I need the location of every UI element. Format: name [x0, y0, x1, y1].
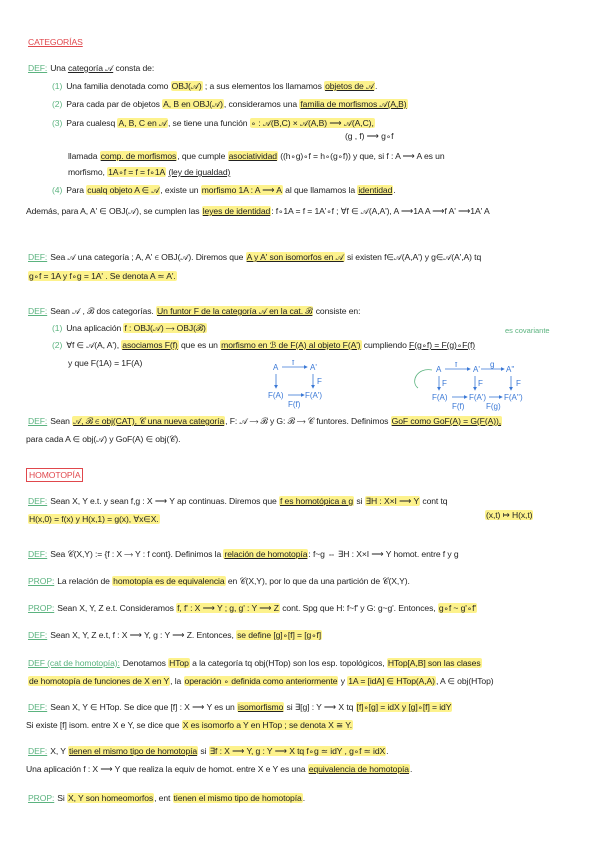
node-FA: F(A) — [432, 393, 448, 402]
highlighted-text: f, f' : X ⟶ Y ; g, g' : Y ⟶ Z — [177, 603, 279, 613]
highlighted-text: X, Y son homeomorfos — [67, 793, 154, 803]
highlighted-text: ∃f : X ⟶ Y, g : Y ⟶ X tq f∘g ≃ idY , g∘f ≃ idX — [209, 746, 386, 756]
def-label: DEF: — [28, 630, 48, 640]
functor-diagram-1 — [268, 360, 338, 410]
section-title-categorias — [28, 36, 83, 48]
text-segment: Sean 𝒜 , ℬ dos categorías. — [50, 306, 156, 316]
node-A-second: A'' — [506, 365, 515, 374]
text-segment: , ent — [154, 793, 173, 803]
highlighted-text: asociamos F(f) — [122, 340, 178, 350]
text-segment: categoría 𝒜 — [67, 63, 114, 73]
covariante-note: es covariante — [505, 326, 550, 335]
label-Ff: F(f) — [452, 402, 465, 411]
text-segment: si — [198, 746, 209, 756]
text-segment: (2) — [52, 99, 63, 109]
label-F: F — [317, 377, 322, 386]
def-label: PROP: — [28, 576, 55, 586]
def-label: PROP: — [28, 793, 55, 803]
def-composicion-clases — [28, 629, 322, 641]
highlighted-text: A, B, C en 𝒜 — [118, 118, 167, 128]
text-line — [28, 675, 494, 687]
node-A: A — [436, 365, 442, 374]
text-segment: , A ∈ obj(HTop) — [435, 676, 494, 686]
text-line — [26, 763, 412, 775]
highlighted-text: A y A' son isomorfos en 𝒜 — [246, 252, 344, 262]
text-line — [68, 166, 230, 178]
list-item — [52, 322, 207, 334]
def-label: DEF: — [28, 702, 48, 712]
text-segment: F(g∘f) = F(g)∘F(f) — [409, 340, 476, 350]
text-segment: a la categoría tq obj(HTop) son los esp. topológicos, — [189, 658, 387, 668]
def-composicion-funtores — [28, 415, 502, 427]
section-title-homotopia — [26, 469, 83, 481]
text-segment: cont. Spg que H: f~f' y G: g~g'. Entonces, — [279, 603, 438, 613]
label-f: f — [292, 360, 295, 367]
prop-equivalencia — [28, 575, 410, 587]
def-htop — [28, 657, 482, 669]
highlighted-text: morfismo en ℬ de F(A) al objeto F(A') — [221, 340, 361, 350]
highlighted-text: f es homotópica a g — [279, 496, 354, 506]
text-segment: Una familia denotada como — [66, 81, 171, 91]
text-segment: (1) — [52, 323, 63, 333]
text-segment: que es un — [178, 340, 221, 350]
list-item — [52, 184, 396, 196]
list-item — [52, 98, 408, 110]
text-segment: . — [410, 764, 413, 774]
text-segment: (2) — [52, 340, 63, 350]
text-segment: (ley de igualdad) — [168, 167, 231, 177]
highlighted-text: f : OBJ(𝒜) ⟶ OBJ(ℬ) — [124, 323, 206, 333]
highlighted-text: isomorfismo — [238, 702, 284, 712]
highlighted-text: HTop[A,B] son las clases — [387, 658, 481, 668]
text-line — [68, 150, 445, 162]
text-segment: Sean — [50, 416, 73, 426]
text-segment: Una aplicación — [66, 323, 124, 333]
text-segment: Una — [50, 63, 68, 73]
highlighted-text: HTop — [169, 658, 189, 668]
text-segment: ((h∘g)∘f = h∘(g∘f)) y que, si f : A ⟶ A es un — [277, 151, 445, 161]
node-FA-second: F(A'') — [504, 393, 523, 402]
text-segment: . — [302, 793, 305, 803]
highlighted-text: (x,t) ↦ H(x,t) — [486, 510, 533, 520]
highlighted-text: asociatividad — [228, 151, 277, 161]
def-label: DEF: — [28, 746, 48, 756]
highlighted-text: 1A∘f = f = f∘1A — [108, 167, 166, 177]
text-segment: , se tiene una función — [167, 118, 250, 128]
highlighted-text: comp. de morfismos — [100, 151, 177, 161]
def-label: DEF: — [28, 549, 48, 559]
highlighted-text: 1A = [idA] ∈ HTop(A,A) — [348, 676, 435, 686]
text-segment: . — [386, 746, 389, 756]
composition-mapping — [345, 130, 393, 142]
def-label: PROP: — [28, 603, 55, 613]
text-segment: La relación de — [57, 576, 113, 586]
highlighted-text: ∃H : X×I ⟶ Y — [365, 496, 420, 506]
text-segment: cumpliendo — [361, 340, 410, 350]
text-segment: Sea 𝒜 una categoría ; A, A' ∈ OBJ(𝒜). Diremos que — [50, 252, 246, 262]
highlighted-text: operación ∘ definida como anteriormente — [184, 676, 338, 686]
text-segment: Para — [66, 185, 87, 195]
text-segment: morfismo, — [68, 167, 108, 177]
label-g: g — [490, 362, 495, 369]
def-label: DEF: — [28, 416, 48, 426]
text-segment: . — [393, 185, 396, 195]
prop-homeomorfos — [28, 792, 305, 804]
text-segment: (4) — [52, 185, 63, 195]
text-segment: en 𝒞(X,Y), por lo que da una partición de 𝒞(X,Y). — [225, 576, 410, 586]
text-segment: Si existe [f] isom. entre X e Y, se dice que — [26, 720, 182, 730]
text-segment: Sean X, Y, Z e.t, f : X ⟶ Y, g : Y ⟶ Z. Entonces, — [50, 630, 237, 640]
node-FA: F(A) — [268, 391, 284, 400]
text-segment: consta de: — [113, 63, 155, 73]
text-line — [26, 205, 490, 217]
label-F: F — [516, 379, 521, 388]
text-segment: y que F(1A) = 1F(A) — [68, 358, 143, 368]
def-isomorfismo-htop — [28, 701, 452, 713]
text-segment: , consideramos una — [223, 99, 300, 109]
text-segment: X, Y — [50, 746, 69, 756]
text-line — [68, 357, 142, 369]
text-segment: Además, para A, A' ∈ OBJ(𝒜), se cumplen las — [26, 206, 202, 216]
text-segment: si existen f∈𝒜(A,A') y g∈𝒜(A',A) tq — [344, 252, 482, 262]
text-segment: ∀f ∈ 𝒜(A, A'), — [66, 340, 122, 350]
node-A-prime: A' — [310, 363, 317, 372]
node-A-prime: A' — [473, 365, 480, 374]
text-segment: Si — [57, 793, 67, 803]
highlighted-text: relación de homotopía — [224, 549, 308, 559]
text-line — [26, 719, 353, 731]
label-F: F — [478, 379, 483, 388]
highlighted-text: A, B en OBJ(𝒜) — [163, 99, 223, 109]
text-segment: , existe un — [160, 185, 201, 195]
text-segment: (3) — [52, 118, 63, 128]
text-line — [28, 270, 177, 282]
label-F: F — [442, 379, 447, 388]
highlighted-text: Un funtor F de la categoría 𝒜 en la cat. ℬ — [157, 306, 313, 316]
def-label: DEF: — [28, 63, 48, 73]
highlighted-text: se define [g]∘[f] = [g∘f] — [237, 630, 322, 640]
label-Ff: F(f) — [288, 400, 301, 409]
text-segment: , que cumple — [177, 151, 228, 161]
list-item — [52, 117, 375, 129]
highlighted-text: cualq objeto A ∈ 𝒜 — [87, 185, 160, 195]
def-isomorfos — [28, 251, 481, 263]
highlighted-text: de homotopía de funciones de X en Y — [29, 676, 170, 686]
def-label: DEF: — [28, 496, 48, 506]
text-segment: Para cualesq — [66, 118, 118, 128]
text-segment: ; a sus elementos los llamamos — [202, 81, 325, 91]
def-label: DEF: — [28, 306, 48, 316]
text-segment: : f∘1A = f = 1A'∘f ; ∀f ∈ 𝒜(A,A'), A ⟶1A A ⟶f A' ⟶1A' A — [271, 206, 490, 216]
highlighted-text: OBJ(𝒜) — [171, 81, 202, 91]
text-line — [26, 433, 180, 445]
text-segment: y — [338, 676, 348, 686]
node-A: A — [273, 363, 279, 372]
text-line — [28, 513, 160, 525]
highlighted-text: 𝒜, ℬ ∈ obj(CAT), 𝒞 una nueva categoría — [73, 416, 225, 426]
highlighted-text: g∘f = 1A y f∘g = 1A' . Se denota A ≃ A'. — [29, 271, 176, 281]
prop-composicion — [28, 602, 477, 614]
def-label: DEF: — [28, 252, 48, 262]
text-segment: Sea 𝒞(X,Y) := {f : X ⟶ Y : f cont}. Definimos la — [50, 549, 224, 559]
highlighted-text: ∘ : 𝒜(B,C) × 𝒜(A,B) ⟶ 𝒜(A,C), — [250, 118, 374, 128]
highlighted-text: morfismo 1A : A ⟶ A — [201, 185, 282, 195]
highlighted-text: equivalencia de homotopía — [308, 764, 409, 774]
text-segment: CATEGORÍAS — [28, 37, 83, 47]
text-segment: (1) — [52, 81, 63, 91]
text-segment: Para cada par de objetos — [66, 99, 163, 109]
highlighted-text: leyes de identidad — [202, 206, 271, 216]
list-item — [52, 80, 377, 92]
text-segment: , la — [170, 676, 184, 686]
text-segment: (g , f) ⟶ g∘f — [345, 131, 394, 141]
covariante-arrow — [415, 370, 432, 388]
node-FA-prime: F(A') — [305, 391, 323, 400]
text-segment: consiste en: — [313, 306, 361, 316]
highlighted-text: tienen el mismo tipo de homotopía — [69, 746, 198, 756]
text-segment: si — [354, 496, 365, 506]
text-segment: para cada A ∈ obj(𝒜) y GoF(A) ∈ obj(𝒞). — [26, 434, 181, 444]
text-segment: si ∃[g] : Y ⟶ X tq — [284, 702, 356, 712]
text-segment: Sean X, Y ∈ HTop. Se dice que [f] : X ⟶ Y es un — [50, 702, 238, 712]
def-funtor — [28, 305, 360, 317]
highlighted-text: GoF como GoF(A) = G(F(A)), — [391, 416, 502, 426]
highlighted-text: familia de morfismos 𝒜(A,B) — [300, 99, 407, 109]
def-tipo-homotopia — [28, 745, 388, 757]
label-f: f — [455, 362, 458, 369]
text-segment: Una aplicación f : X ⟶ Y que realiza la equiv de homot. entre X e Y es una — [26, 764, 308, 774]
text-segment: Sean X, Y, Z e.t. Consideramos — [57, 603, 177, 613]
text-segment: : f~g ⇔ ∃H : X×I ⟶ Y homot. entre f y g — [308, 549, 459, 559]
highlighted-text: [f]∘[g] = idX y [g]∘[f] = idY — [356, 702, 452, 712]
def-relacion-homotopia — [28, 548, 459, 560]
def-categoria — [28, 62, 154, 74]
list-item — [52, 339, 475, 351]
text-segment: HOMOTOPÍA — [26, 468, 83, 482]
text-segment: . — [375, 81, 378, 91]
highlighted-text: X es isomorfo a Y en HTop ; se denota X ≅ Y. — [182, 720, 353, 730]
text-segment: cont tq — [420, 496, 448, 506]
highlighted-text: objetos de 𝒜 — [325, 81, 375, 91]
functor-diagram-2 — [412, 362, 567, 412]
homotopy-mapping — [485, 509, 533, 521]
def-label: DEF (cat de homotopía): — [28, 658, 120, 668]
highlighted-text: g∘f ~ g'∘f' — [438, 603, 476, 613]
text-segment: Denotamos — [122, 658, 169, 668]
text-segment: , F: 𝒜 ⟶ ℬ y G: ℬ ⟶ 𝒞 funtores. Definimos — [225, 416, 391, 426]
highlighted-text: homotopía es de equivalencia — [113, 576, 225, 586]
highlighted-text: H(x,0) = f(x) y H(x,1) = g(x), ∀x∈X. — [29, 514, 159, 524]
text-segment: llamada — [68, 151, 100, 161]
highlighted-text: identidad — [358, 185, 393, 195]
label-Fg: F(g) — [486, 402, 501, 411]
highlighted-text: tienen el mismo tipo de homotopía — [173, 793, 302, 803]
def-homotopica — [28, 495, 447, 507]
node-FA-prime: F(A') — [469, 393, 487, 402]
text-segment: Sean X, Y e.t. y sean f,g : X ⟶ Y ap continuas. Diremos que — [50, 496, 279, 506]
text-segment: al que llamamos la — [282, 185, 358, 195]
